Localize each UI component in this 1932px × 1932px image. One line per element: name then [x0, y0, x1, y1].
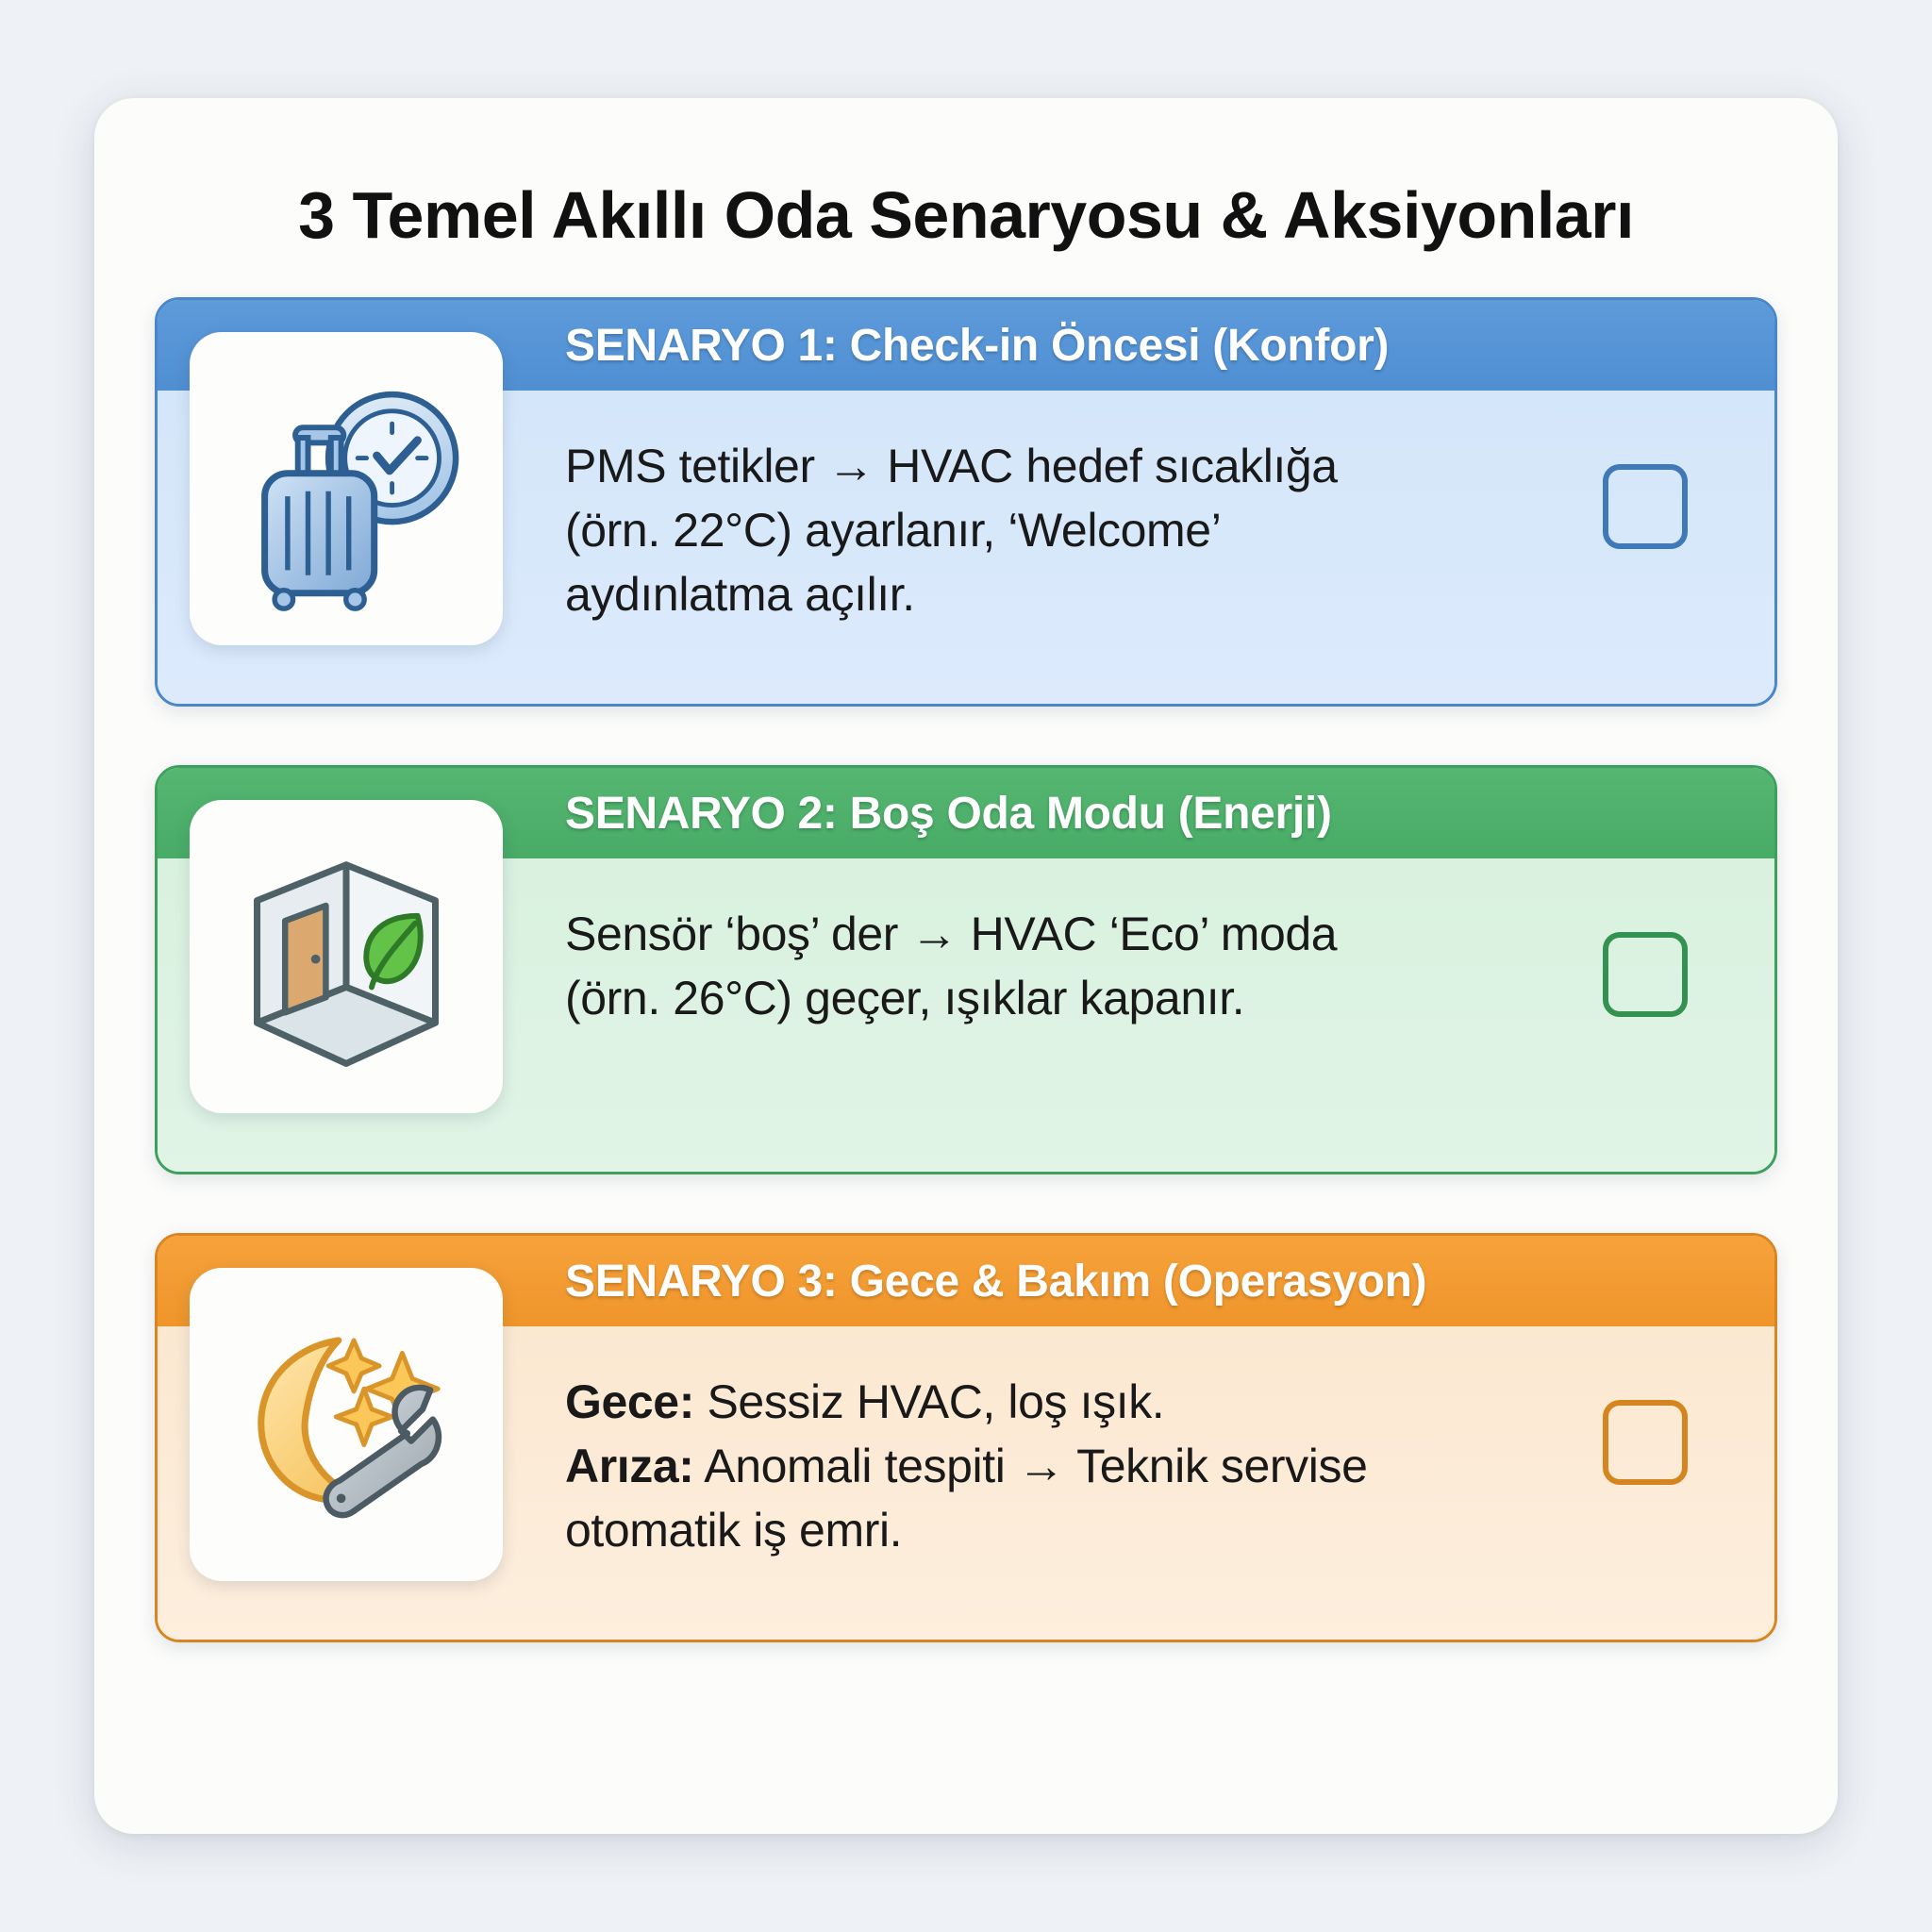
page-title: 3 Temel Akıllı Oda Senaryosu & Aksiyonları — [298, 178, 1634, 252]
scenario-card-1-title: SENARYO 1: Check-in Öncesi (Konfor) — [565, 320, 1390, 371]
content-panel — [94, 98, 1838, 1834]
scenario-card-1-checkbox[interactable] — [1603, 464, 1688, 549]
description-line — [565, 1370, 1580, 1434]
description-line: (örn. 26°C) geçer, ışıklar kapanır. — [565, 972, 1245, 1024]
description-line: (örn. 22°C) ayarlanır, ‘Welcome’ — [565, 504, 1222, 557]
scenario-card-3-title: SENARYO 3: Gece & Bakım (Operasyon) — [565, 1256, 1427, 1307]
moon-wrench-icon — [190, 1268, 503, 1581]
scenario-card-3[interactable] — [155, 1233, 1777, 1642]
scenario-card-2[interactable] — [155, 765, 1777, 1174]
description-rest: Sessiz HVAC, loş ışık. — [693, 1375, 1165, 1428]
empty-room-leaf-icon — [190, 800, 503, 1113]
scenario-card-3-checkbox[interactable] — [1603, 1400, 1688, 1485]
description-lead: Gece: — [565, 1375, 694, 1428]
scenario-card-2-checkbox[interactable] — [1603, 932, 1688, 1017]
description-line: PMS tetikler → HVAC hedef sıcaklığa — [565, 440, 1338, 492]
description-line: aydınlatma açılır. — [565, 568, 915, 621]
scenario-card-2-title: SENARYO 2: Boş Oda Modu (Enerji) — [565, 788, 1332, 839]
suitcase-clock-icon — [190, 332, 503, 645]
description-line — [565, 1498, 1580, 1562]
scenario-card-1[interactable] — [155, 297, 1777, 707]
description-lead: Arıza: — [565, 1440, 694, 1492]
description-line — [565, 1434, 1580, 1498]
description-rest: Anomali tespiti → Teknik servise — [693, 1440, 1368, 1492]
description-rest: otomatik iş emri. — [565, 1504, 903, 1557]
scenario-card-list — [155, 297, 1777, 1642]
description-line: Sensör ‘boş’ der → HVAC ‘Eco’ moda — [565, 908, 1338, 960]
